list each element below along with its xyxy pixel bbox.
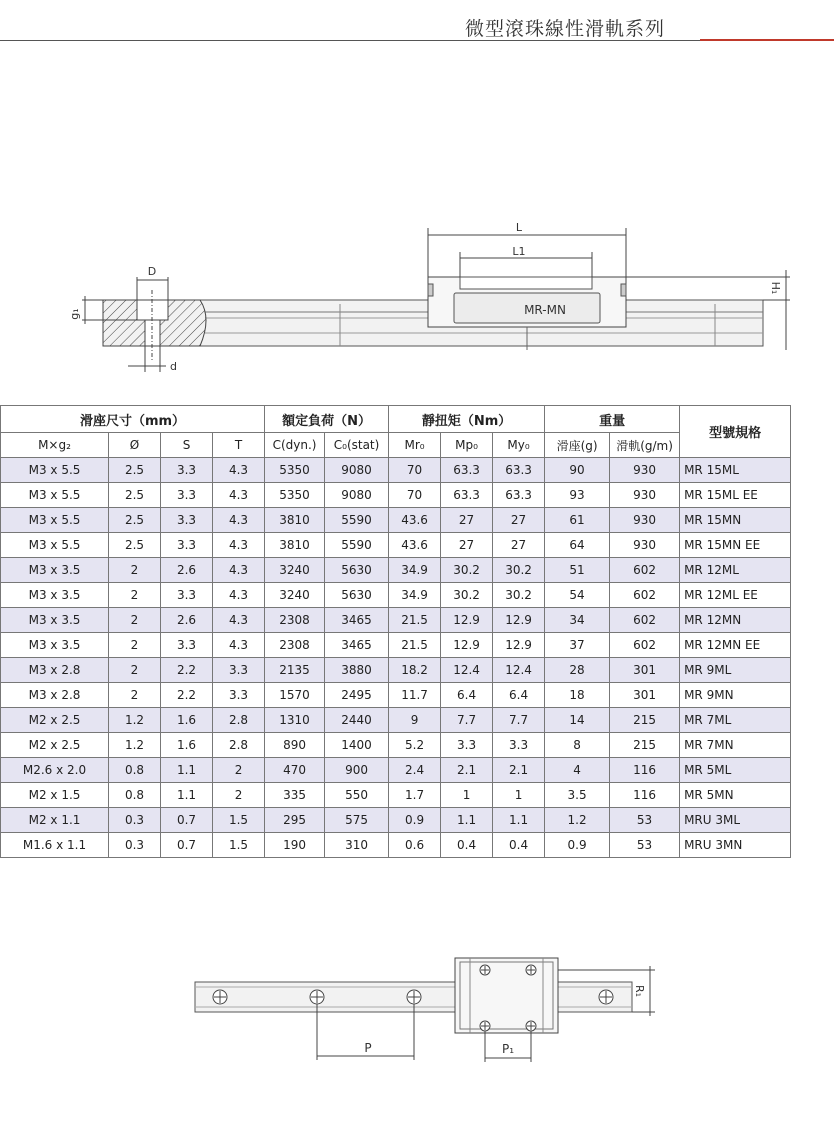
table-cell: 27: [441, 533, 493, 558]
table-cell: 1.6: [161, 733, 213, 758]
table-cell: 335: [265, 783, 325, 808]
column-header: T: [213, 433, 265, 458]
table-cell: 30.2: [493, 558, 545, 583]
column-header: Mp₀: [441, 433, 493, 458]
table-cell: 70: [389, 458, 441, 483]
group-header-carriage-dims: 滑座尺寸（mm）: [1, 406, 265, 433]
table-cell: 5630: [325, 558, 389, 583]
table-cell: 1.5: [213, 808, 265, 833]
table-cell: 1.1: [441, 808, 493, 833]
table-cell: 2: [109, 608, 161, 633]
label-g1: g₁: [68, 308, 81, 320]
table-cell: 550: [325, 783, 389, 808]
table-cell: 2.5: [109, 483, 161, 508]
table-row: [1, 558, 791, 583]
table-cell: M3 x 3.5: [1, 558, 109, 583]
table-cell: 2495: [325, 683, 389, 708]
column-header: 滑軌(g/m): [610, 433, 680, 458]
model-cell: MR 15MN: [680, 508, 791, 533]
table-cell: 2440: [325, 708, 389, 733]
table-row: [1, 633, 791, 658]
model-cell: MRU 3ML: [680, 808, 791, 833]
table-row: [1, 683, 791, 708]
model-cell: MR 15ML: [680, 458, 791, 483]
table-cell: 602: [610, 608, 680, 633]
table-cell: 0.3: [109, 833, 161, 858]
table-cell: 2.5: [109, 458, 161, 483]
table-cell: 2: [109, 658, 161, 683]
table-cell: 215: [610, 708, 680, 733]
table-cell: 2: [213, 758, 265, 783]
column-header: C₀(stat): [325, 433, 389, 458]
table-cell: 3.5: [545, 783, 610, 808]
table-row: [1, 833, 791, 858]
table-cell: 5630: [325, 583, 389, 608]
table-cell: 1.5: [213, 833, 265, 858]
table-cell: 6.4: [441, 683, 493, 708]
table-cell: 2.6: [161, 608, 213, 633]
table-cell: 2.6: [161, 558, 213, 583]
model-cell: MRU 3MN: [680, 833, 791, 858]
model-cell: MR 15ML EE: [680, 483, 791, 508]
table-cell: M3 x 3.5: [1, 633, 109, 658]
table-cell: 0.8: [109, 758, 161, 783]
table-cell: 4.3: [213, 483, 265, 508]
table-cell: 4: [545, 758, 610, 783]
table-cell: 51: [545, 558, 610, 583]
table-cell: 14: [545, 708, 610, 733]
table-cell: 2308: [265, 633, 325, 658]
table-cell: 470: [265, 758, 325, 783]
table-cell: 3.3: [161, 533, 213, 558]
table-cell: 2.5: [109, 508, 161, 533]
table-cell: 63.3: [493, 483, 545, 508]
table-cell: 12.9: [493, 633, 545, 658]
table-row: [1, 708, 791, 733]
table-cell: 2.8: [213, 708, 265, 733]
table-cell: 3.3: [213, 658, 265, 683]
column-header: 滑座(g): [545, 433, 610, 458]
table-cell: 5350: [265, 483, 325, 508]
column-header: S: [161, 433, 213, 458]
table-cell: 7.7: [441, 708, 493, 733]
table-cell: 2.5: [109, 533, 161, 558]
table-cell: 0.3: [109, 808, 161, 833]
table-cell: 2: [109, 683, 161, 708]
header-divider: [0, 40, 700, 41]
label-R1: R₁: [633, 984, 646, 998]
table-cell: M3 x 5.5: [1, 483, 109, 508]
table-cell: 930: [610, 533, 680, 558]
table-cell: 295: [265, 808, 325, 833]
table-cell: 3.3: [161, 633, 213, 658]
table-cell: 1.2: [109, 708, 161, 733]
label-P1: P₁: [501, 1042, 515, 1056]
table-cell: 18: [545, 683, 610, 708]
table-cell: 0.8: [109, 783, 161, 808]
table-cell: 4.3: [213, 508, 265, 533]
table-cell: 602: [610, 583, 680, 608]
table-cell: 0.7: [161, 808, 213, 833]
table-cell: 0.9: [389, 808, 441, 833]
table-cell: 21.5: [389, 608, 441, 633]
table-row: [1, 483, 791, 508]
table-row: [1, 808, 791, 833]
table-cell: 301: [610, 683, 680, 708]
model-cell: MR 12MN EE: [680, 633, 791, 658]
table-cell: 12.9: [441, 633, 493, 658]
table-cell: 43.6: [389, 508, 441, 533]
table-cell: 116: [610, 783, 680, 808]
model-cell: MR 15MN EE: [680, 533, 791, 558]
table-cell: 12.4: [493, 658, 545, 683]
model-cell: MR 5ML: [680, 758, 791, 783]
table-cell: 7.7: [493, 708, 545, 733]
table-cell: 27: [493, 508, 545, 533]
table-cell: 890: [265, 733, 325, 758]
table-cell: 0.4: [493, 833, 545, 858]
table-cell: 1.1: [493, 808, 545, 833]
table-cell: 30.2: [493, 583, 545, 608]
table-cell: 5.2: [389, 733, 441, 758]
table-cell: 1.1: [161, 758, 213, 783]
spec-table: [0, 405, 791, 858]
group-header-static-moment: 靜扭矩（Nm）: [389, 406, 545, 433]
table-cell: 4.3: [213, 533, 265, 558]
label-D: D: [147, 265, 157, 278]
label-H1: H₁: [769, 281, 782, 295]
table-row: [1, 458, 791, 483]
table-row: [1, 733, 791, 758]
column-header: C(dyn.): [265, 433, 325, 458]
table-row: [1, 508, 791, 533]
table-cell: 3.3: [493, 733, 545, 758]
table-cell: M3 x 5.5: [1, 533, 109, 558]
table-cell: 1.6: [161, 708, 213, 733]
table-cell: 0.4: [441, 833, 493, 858]
table-cell: 1310: [265, 708, 325, 733]
table-column-header-row: [1, 433, 791, 458]
model-cell: MR 7ML: [680, 708, 791, 733]
table-cell: 9080: [325, 483, 389, 508]
group-header-model: 型號規格: [680, 406, 791, 458]
table-cell: 310: [325, 833, 389, 858]
table-row: [1, 658, 791, 683]
table-cell: 116: [610, 758, 680, 783]
table-cell: 18.2: [389, 658, 441, 683]
table-cell: 602: [610, 558, 680, 583]
table-cell: 1.2: [545, 808, 610, 833]
table-cell: 9080: [325, 458, 389, 483]
table-cell: 27: [441, 508, 493, 533]
column-header: My₀: [493, 433, 545, 458]
table-cell: 2135: [265, 658, 325, 683]
table-cell: 0.7: [161, 833, 213, 858]
label-L: L: [515, 221, 523, 234]
table-cell: 3810: [265, 533, 325, 558]
table-cell: 2.8: [213, 733, 265, 758]
table-cell: 930: [610, 508, 680, 533]
table-cell: 4.3: [213, 633, 265, 658]
table-cell: 53: [610, 808, 680, 833]
table-cell: 12.9: [493, 608, 545, 633]
page-title: 微型滾珠線性滑軌系列: [465, 18, 666, 40]
column-header: Mr₀: [389, 433, 441, 458]
table-cell: 1: [493, 783, 545, 808]
table-cell: M3 x 2.8: [1, 658, 109, 683]
table-cell: 4.3: [213, 558, 265, 583]
table-cell: 3880: [325, 658, 389, 683]
table-cell: 930: [610, 483, 680, 508]
table-cell: 3465: [325, 608, 389, 633]
table-cell: M2 x 1.5: [1, 783, 109, 808]
model-cell: MR 7MN: [680, 733, 791, 758]
table-cell: 3.3: [161, 508, 213, 533]
table-cell: 3.3: [161, 583, 213, 608]
table-cell: 28: [545, 658, 610, 683]
table-cell: 63.3: [441, 483, 493, 508]
table-cell: 54: [545, 583, 610, 608]
table-row: [1, 783, 791, 808]
table-cell: M2 x 2.5: [1, 708, 109, 733]
model-cell: MR 5MN: [680, 783, 791, 808]
table-cell: 34.9: [389, 558, 441, 583]
table-cell: M2 x 1.1: [1, 808, 109, 833]
table-cell: M2 x 2.5: [1, 733, 109, 758]
table-cell: 0.6: [389, 833, 441, 858]
label-P: P: [364, 1041, 372, 1055]
table-cell: 4.3: [213, 458, 265, 483]
table-cell: 3.3: [441, 733, 493, 758]
table-row: [1, 758, 791, 783]
table-cell: 2308: [265, 608, 325, 633]
table-cell: 301: [610, 658, 680, 683]
table-cell: M3 x 3.5: [1, 608, 109, 633]
table-cell: 4.3: [213, 608, 265, 633]
table-cell: 30.2: [441, 583, 493, 608]
table-cell: M3 x 2.8: [1, 683, 109, 708]
table-cell: 64: [545, 533, 610, 558]
table-cell: 575: [325, 808, 389, 833]
table-cell: 9: [389, 708, 441, 733]
side-view-diagram: [0, 210, 834, 390]
block-marking: MR-MN: [524, 303, 566, 317]
table-cell: 11.7: [389, 683, 441, 708]
table-cell: 1: [441, 783, 493, 808]
table-cell: 2.1: [493, 758, 545, 783]
table-cell: 12.4: [441, 658, 493, 683]
group-header-rated-load: 額定負荷（N）: [265, 406, 389, 433]
table-cell: 61: [545, 508, 610, 533]
table-cell: 37: [545, 633, 610, 658]
table-cell: M1.6 x 1.1: [1, 833, 109, 858]
table-cell: 27: [493, 533, 545, 558]
model-cell: MR 12ML EE: [680, 583, 791, 608]
table-cell: 2: [109, 633, 161, 658]
model-cell: MR 12ML: [680, 558, 791, 583]
table-group-header-row: [1, 406, 791, 433]
table-cell: 53: [610, 833, 680, 858]
table-cell: M3 x 3.5: [1, 583, 109, 608]
top-view-diagram: [0, 950, 834, 1070]
table-cell: 3.3: [161, 458, 213, 483]
label-L1: L1: [512, 245, 526, 258]
table-cell: 2.2: [161, 683, 213, 708]
table-cell: 3240: [265, 583, 325, 608]
table-cell: 5590: [325, 508, 389, 533]
table-cell: 63.3: [441, 458, 493, 483]
table-cell: M2.6 x 2.0: [1, 758, 109, 783]
table-cell: 1570: [265, 683, 325, 708]
table-cell: 930: [610, 458, 680, 483]
table-cell: M3 x 5.5: [1, 508, 109, 533]
table-cell: 4.3: [213, 583, 265, 608]
group-header-weight: 重量: [545, 406, 680, 433]
table-cell: 12.9: [441, 608, 493, 633]
table-cell: 3465: [325, 633, 389, 658]
model-cell: MR 9MN: [680, 683, 791, 708]
table-row: [1, 608, 791, 633]
table-cell: 34.9: [389, 583, 441, 608]
table-cell: 215: [610, 733, 680, 758]
table-cell: 1400: [325, 733, 389, 758]
table-cell: 2: [109, 583, 161, 608]
table-cell: 190: [265, 833, 325, 858]
table-cell: 2.2: [161, 658, 213, 683]
table-cell: 1.2: [109, 733, 161, 758]
table-cell: 3810: [265, 508, 325, 533]
table-cell: 6.4: [493, 683, 545, 708]
table-row: [1, 583, 791, 608]
table-cell: 5590: [325, 533, 389, 558]
table-cell: 2.1: [441, 758, 493, 783]
table-cell: 3.3: [161, 483, 213, 508]
table-cell: 93: [545, 483, 610, 508]
table-cell: 21.5: [389, 633, 441, 658]
column-header: Ø: [109, 433, 161, 458]
label-d: d: [170, 360, 177, 373]
table-cell: 8: [545, 733, 610, 758]
table-cell: 30.2: [441, 558, 493, 583]
table-cell: 5350: [265, 458, 325, 483]
table-cell: 2: [213, 783, 265, 808]
table-cell: 2: [109, 558, 161, 583]
model-cell: MR 9ML: [680, 658, 791, 683]
table-cell: 602: [610, 633, 680, 658]
table-cell: 63.3: [493, 458, 545, 483]
table-cell: 1.7: [389, 783, 441, 808]
table-cell: 3.3: [213, 683, 265, 708]
table-cell: 34: [545, 608, 610, 633]
table-cell: 0.9: [545, 833, 610, 858]
table-cell: 2.4: [389, 758, 441, 783]
table-cell: 900: [325, 758, 389, 783]
model-cell: MR 12MN: [680, 608, 791, 633]
table-cell: 90: [545, 458, 610, 483]
table-cell: 43.6: [389, 533, 441, 558]
table-row: [1, 533, 791, 558]
table-cell: 70: [389, 483, 441, 508]
header-accent-bar: [700, 39, 834, 41]
table-cell: 3240: [265, 558, 325, 583]
table-cell: 1.1: [161, 783, 213, 808]
column-header: M×g₂: [1, 433, 109, 458]
table-cell: M3 x 5.5: [1, 458, 109, 483]
